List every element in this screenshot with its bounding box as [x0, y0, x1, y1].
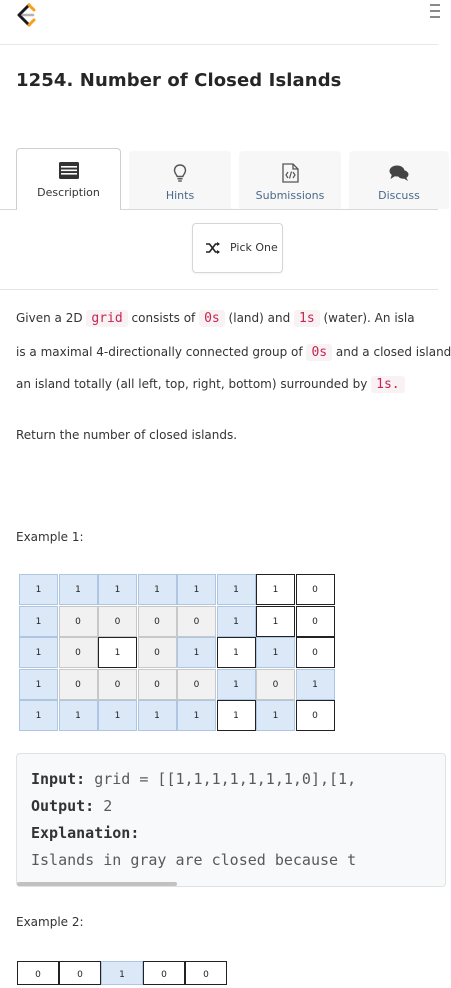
grid-cell: 0: [59, 961, 101, 985]
grid-cell: 0: [59, 669, 98, 700]
grid-cell: 1: [217, 606, 256, 637]
grid-cell: 1: [59, 574, 98, 605]
tab-discuss[interactable]: [349, 151, 449, 209]
explanation-line: Explanation:: [31, 824, 140, 842]
grid-cell: 0: [59, 637, 98, 668]
grid-cell: 0: [296, 606, 335, 637]
grid-cell: 0: [17, 961, 59, 985]
grid-cell: 1: [256, 700, 295, 731]
vertical-menu-icon[interactable]: [430, 0, 438, 20]
grid-cell: 1: [256, 637, 295, 668]
grid-cell: 1: [98, 700, 137, 731]
example-1-label: Example 1:: [16, 530, 84, 544]
inline-code: 1s.: [371, 376, 404, 393]
inline-code: grid: [86, 310, 127, 327]
chat-icon: [388, 163, 410, 183]
grid-cell: 1: [19, 606, 58, 637]
grid-cell: 0: [296, 574, 335, 605]
grid-cell: 1: [138, 700, 177, 731]
grid-cell: 0: [138, 637, 177, 668]
grid-cell: 0: [98, 606, 137, 637]
example-1-code-block: [16, 753, 446, 887]
leetcode-logo[interactable]: [10, 2, 40, 28]
grid-cell: 0: [138, 669, 177, 700]
grid-cell: 1: [177, 574, 216, 605]
code-file-icon: [279, 163, 301, 183]
pick-one-label: Pick One: [230, 241, 278, 254]
description-icon: [58, 161, 80, 181]
lightbulb-icon: [169, 163, 191, 183]
tab-bar: [0, 148, 438, 210]
grid-cell: 1: [101, 961, 143, 985]
horizontal-scrollbar[interactable]: [17, 882, 177, 886]
inline-code: 1s: [294, 310, 320, 327]
grid-cell: 0: [177, 606, 216, 637]
grid-cell: 0: [296, 700, 335, 731]
divider: [0, 289, 438, 290]
grid-cell: 0: [143, 961, 185, 985]
grid-cell: 1: [217, 637, 256, 668]
grid-cell: 1: [217, 700, 256, 731]
tab-submissions[interactable]: [239, 151, 341, 209]
description-line-1: Given a 2D grid consists of 0s (land) and 1s (water). An isla: [16, 311, 415, 326]
description-line-2: is a maximal 4-directionally connected group of 0s and a closed island: [16, 345, 451, 360]
tab-label: Hints: [165, 189, 195, 202]
grid-cell: 0: [98, 669, 137, 700]
grid-cell: 0: [59, 606, 98, 637]
problem-title: 1254. Number of Closed Islands: [16, 70, 342, 91]
grid-cell: 1: [177, 700, 216, 731]
tab-label: Description: [37, 186, 100, 199]
grid-cell: 1: [217, 574, 256, 605]
grid-cell: 1: [177, 637, 216, 668]
grid-cell: 1: [59, 700, 98, 731]
grid-cell: 1: [138, 574, 177, 605]
explanation-text: Islands in gray are closed because t: [31, 851, 357, 869]
grid-cell: 0: [185, 961, 227, 985]
output-line: Output: 2: [31, 797, 113, 815]
grid-cell: 0: [177, 669, 216, 700]
grid-cell: 1: [19, 700, 58, 731]
description-line-4: Return the number of closed islands.: [16, 428, 238, 442]
grid-cell: 1: [256, 574, 295, 605]
inline-code: 0s: [306, 344, 332, 361]
top-bar: [0, 0, 438, 45]
description-line-3: an island totally (all left, top, right, bottom) surrounded by 1s.: [16, 374, 405, 395]
shuffle-icon: [205, 241, 221, 255]
pick-one-button[interactable]: [192, 223, 283, 273]
grid-cell: 1: [296, 669, 335, 700]
example-2-label: Example 2:: [16, 915, 84, 929]
tab-description[interactable]: [16, 148, 121, 210]
tab-label: Discuss: [378, 189, 420, 202]
grid-cell: 1: [98, 637, 137, 668]
grid-cell: 1: [98, 574, 137, 605]
grid-cell: 1: [19, 669, 58, 700]
grid-cell: 0: [256, 669, 295, 700]
tab-hints[interactable]: [129, 151, 231, 209]
grid-cell: 0: [296, 637, 335, 668]
grid-cell: 1: [217, 669, 256, 700]
tab-label: Submissions: [255, 189, 325, 202]
inline-code: 0s: [199, 310, 225, 327]
input-line: Input: grid = [[1,1,1,1,1,1,1,0],[1,: [31, 770, 357, 788]
grid-cell: 0: [138, 606, 177, 637]
grid-cell: 1: [256, 606, 295, 637]
grid-cell: 1: [19, 637, 58, 668]
grid-cell: 1: [19, 574, 58, 605]
